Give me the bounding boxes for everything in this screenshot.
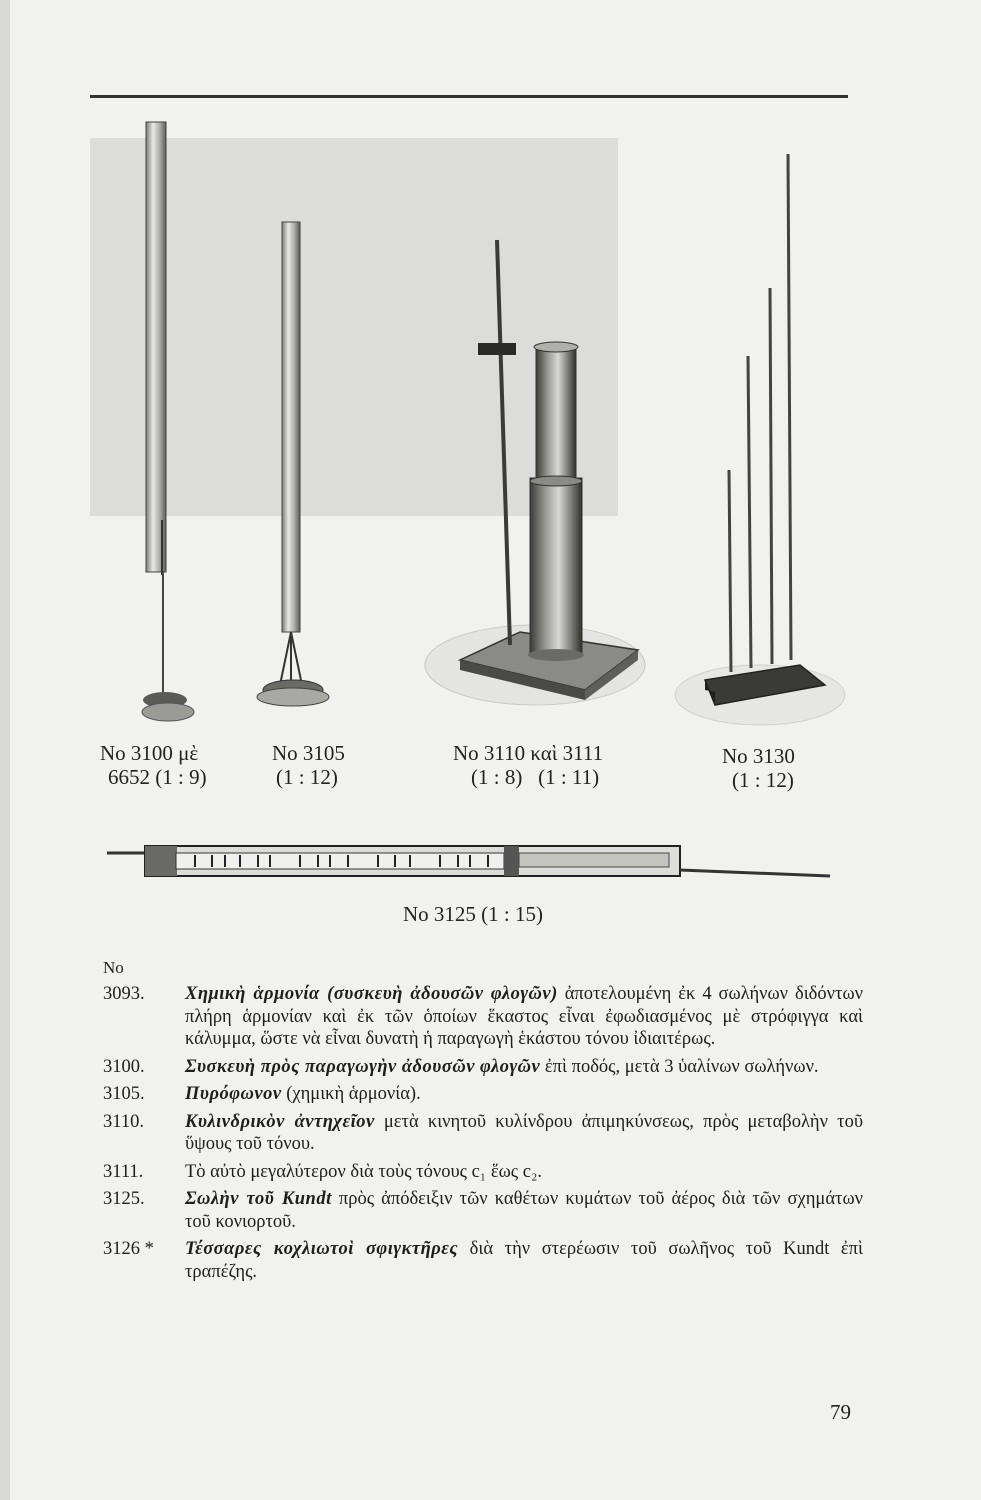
caption-line: (1 : 8) (1 : 11) (471, 765, 600, 789)
figure-3100-flame-tube (142, 122, 194, 721)
catalog-entry (103, 1161, 863, 1184)
caption-figure-3125: No 3125 (1 : 15) (403, 902, 543, 926)
entry-term: Τέσσαρες κοχλιωτοὶ σφιγκτῆρες (185, 1239, 459, 1259)
entry-term: Πυρόφωνον (185, 1084, 282, 1104)
entry-text: διὰ τὴν στερέωσιν τοῦ σωλῆνος τοῦ Kundt ἐπὶ τραπέζης. (185, 1239, 863, 1282)
entry-text: ἐπὶ ποδός, μετὰ 3 ὑαλίνων σωλήνων. (540, 1056, 819, 1077)
entry-number: 3125. (103, 1189, 145, 1209)
catalog-entry (103, 1238, 863, 1283)
entry-term: Συσκευὴ πρὸς παραγωγὴν ἀδουσῶν φλογῶν (185, 1056, 541, 1077)
figure-3130-four-rods (675, 154, 845, 725)
caption-line: No 3105 (272, 741, 345, 765)
entry-text: Τὸ αὐτὸ μεγαλύτερον διὰ τοὺς τόνους c₁ ἕως c₂. (185, 1161, 543, 1182)
caption-figure-3110 (453, 741, 603, 789)
catalog-entry (103, 1188, 863, 1233)
caption-figure-3100 (100, 741, 207, 789)
figure-3105-pyrophone (257, 222, 329, 706)
number-column-header: No (103, 958, 124, 977)
figure-3125-kundt-tube (107, 846, 830, 876)
entry-text: (χημικὴ ἁρμονία). (281, 1084, 421, 1104)
entry-number: 3111. (103, 1161, 144, 1182)
entry-term: Χημικὴ ἁρμονία (συσκευὴ ἀδουσῶν φλογῶν) (185, 984, 558, 1004)
caption-line: 6652 (1 : 9) (108, 765, 207, 789)
entry-body (185, 1111, 863, 1156)
entry-text: ἀποτελουμένη ἐκ 4 σωλήνων διδόντων πλήρη ἁρμονίαν καὶ ἐκ τῶν ὁποίων ἕκαστος εἶναι ἐφωδιασμένος μὲ στρόφιγγα καὶ κάλυμμα, ὥστε νὰ εἶναι δυνατὴ ἡ παραγωγὴ ἑκάστου τόνου ἰδιαιτέρως. (185, 984, 863, 1049)
entry-number: 3093. (103, 984, 145, 1004)
entry-text: πρὸς ἀπόδειξιν τῶν καθέτων κυμάτων τοῦ ἀέρος διὰ τῶν σχημάτων τοῦ κονιορτοῦ. (185, 1189, 863, 1232)
entry-body (185, 983, 863, 1051)
entry-body (185, 1161, 863, 1184)
catalog-entry (103, 983, 863, 1051)
entry-number: 3126 * (103, 1239, 154, 1259)
entry-text: μετὰ κινητοῦ κυλίνδρου ἀπιμηκύνσεως, πρὸς μεταβολὴν τοῦ ὕψους τοῦ τόνου. (185, 1111, 863, 1154)
catalog-entry (103, 1056, 863, 1079)
caption-line: (1 : 12) (732, 768, 794, 792)
page-number: 79 (830, 1400, 851, 1424)
entry-number: 3110. (103, 1111, 144, 1132)
entry-body (185, 1056, 863, 1079)
entry-number: 3100. (103, 1056, 145, 1077)
entry-term: Κυλινδρικὸν ἀντηχεῖον (185, 1111, 375, 1132)
entry-number: 3105. (103, 1084, 145, 1104)
entry-term: Σωλὴν τοῦ Kundt (185, 1189, 332, 1209)
catalog-entry (103, 1111, 863, 1156)
caption-line: No 3130 (722, 744, 795, 768)
caption-figure-3105 (272, 741, 345, 789)
entry-body (185, 1083, 863, 1106)
entry-body (185, 1238, 863, 1283)
caption-figure-3130 (722, 744, 795, 792)
entry-body (185, 1188, 863, 1233)
caption-line: No 3110 καὶ 3111 (453, 741, 604, 765)
catalog-entry (103, 1083, 863, 1106)
catalog-entries (103, 983, 863, 1288)
caption-line: No 3100 μὲ (100, 741, 199, 765)
caption-line: (1 : 12) (276, 765, 338, 789)
figure-3110-resonator (425, 240, 645, 705)
